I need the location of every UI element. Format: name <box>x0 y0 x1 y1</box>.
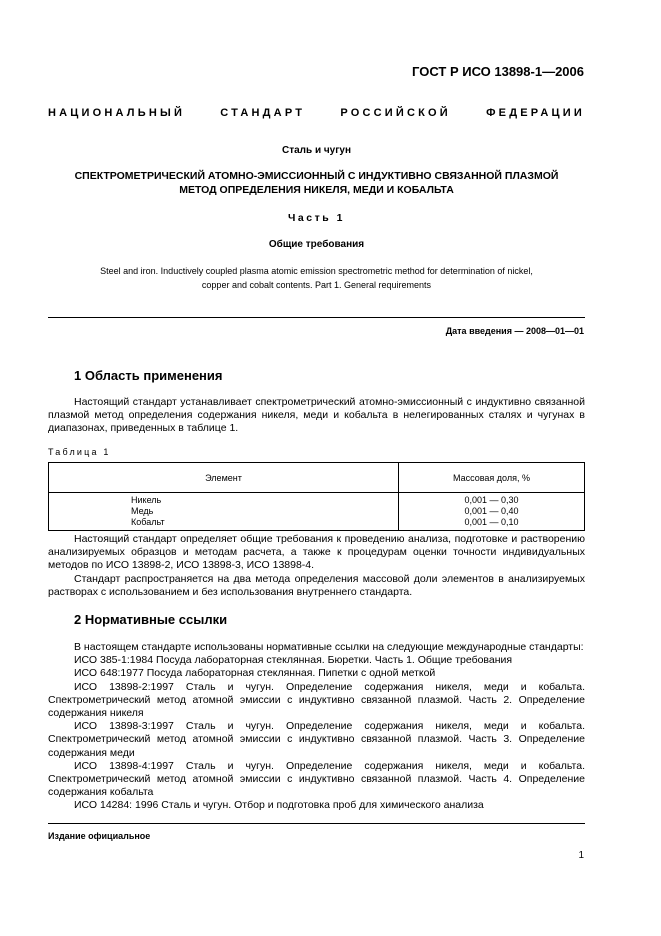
document-title <box>48 169 585 197</box>
table-header-mass-fraction: Массовая доля, % <box>399 463 585 493</box>
title-line: СПЕКТРОМЕТРИЧЕСКИЙ АТОМНО-ЭМИССИОННЫЙ С ИНДУКТИВНО СВЯЗАННОЙ ПЛАЗМОЙ <box>74 170 559 182</box>
scope-paragraph-3: Стандарт распространяется на два метода определения массовой доли элементов в анализируемых растворах с использованием и без использования внутреннего стандарта. <box>48 573 585 599</box>
references-intro: В настоящем стандарте использованы нормативные ссылки на следующие международные стандарты: <box>74 641 584 653</box>
element-name: Медь <box>131 506 154 516</box>
scope-paragraph-2: Настоящий стандарт определяет общие требования к проведению анализа, подготовке и растворению анализируемых образцов и методам расчета, а также к процедурам оценки точности индивидуальных методов по ИСО 13898-2, ИСО 13898-3, ИСО 13898-4. <box>48 533 585 572</box>
introduction-date: Дата введения — 2008—01—01 <box>445 326 584 336</box>
reference-item: ИСО 14284: 1996 Сталь и чугун. Отбор и подготовка проб для химического анализа <box>74 799 484 812</box>
reference-item: ИСО 13898-3:1997 Сталь и чугун. Определение содержания никеля, меди и кобальта. Спектрометрический метод атомной эмиссии с индуктивно связанной плазмой. Часть 3. Определение содержания меди <box>48 720 585 759</box>
element-range-table <box>48 462 585 531</box>
document-subtitle: Общие требования <box>268 239 365 250</box>
scope-paragraph-1: Настоящий стандарт устанавливает спектрометрический атомно-эмиссионный с индуктивно связанной плазмой метод определения содержания никеля, меди и кобальта в нелегированных сталях и чугунах в диапазонах, приведенных в таблице 1. <box>48 396 585 435</box>
reference-item: ИСО 13898-4:1997 Сталь и чугун. Определение содержания никеля, меди и кобальта. Спектрометрический метод атомной эмиссии с индуктивно связанной плазмой. Часть 4. Определение содержания кобальта <box>48 759 585 799</box>
mass-fraction-value: 0,001 — 0,10 <box>464 517 519 527</box>
normative-references <box>48 641 585 813</box>
header-divider <box>48 317 585 318</box>
title-line: МЕТОД ОПРЕДЕЛЕНИЯ НИКЕЛЯ, МЕДИ И КОБАЛЬТА <box>179 184 454 196</box>
banner-word: СТАНДАРТ <box>220 107 306 119</box>
footer-divider <box>48 823 585 824</box>
part-number: Часть 1 <box>288 212 345 224</box>
banner-word: НАЦИОНАЛЬНЫЙ <box>48 107 186 119</box>
page-number: 1 <box>578 850 584 861</box>
mass-fraction-value: 0,001 — 0,30 <box>464 495 519 505</box>
mass-fraction-value: 0,001 — 0,40 <box>464 506 519 516</box>
banner-word: ФЕДЕРАЦИИ <box>486 107 585 119</box>
subject-heading: Сталь и чугун <box>281 145 352 156</box>
section-2-heading: 2 Нормативные ссылки <box>74 612 228 627</box>
section-1-heading: 1 Область применения <box>74 368 223 383</box>
reference-item: ИСО 13898-2:1997 Сталь и чугун. Определение содержания никеля, меди и кобальта. Спектрометрический метод атомной эмиссии с индуктивно связанной плазмой. Часть 2. Определение содержания никеля <box>48 680 585 720</box>
table-caption: Таблица 1 <box>48 447 111 457</box>
english-title-line: copper and cobalt contents. Part 1. General requirements <box>201 279 432 290</box>
reference-item: ИСО 648:1977 Посуда лабораторная стеклянная. Пипетки с одной меткой <box>74 667 436 680</box>
table-row <box>49 493 585 531</box>
banner-word: РОССИЙСКОЙ <box>340 107 451 119</box>
element-name: Никель <box>131 495 162 505</box>
table-header-row <box>49 463 585 493</box>
table-header-element: Элемент <box>49 463 399 493</box>
english-title-line: Steel and iron. Inductively coupled plasma atomic emission spectrometric method for determination of nickel, <box>100 266 533 276</box>
element-name: Кобальт <box>131 517 165 527</box>
mass-fraction-cell <box>399 493 585 531</box>
reference-item: ИСО 385-1:1984 Посуда лабораторная стеклянная. Бюретки. Часть 1. Общие требования <box>74 654 513 667</box>
element-cell <box>49 493 399 531</box>
national-standard-banner <box>48 107 585 119</box>
english-title <box>48 265 585 292</box>
gost-code: ГОСТ Р ИСО 13898-1—2006 <box>412 64 584 79</box>
edition-label: Издание официальное <box>48 831 151 841</box>
